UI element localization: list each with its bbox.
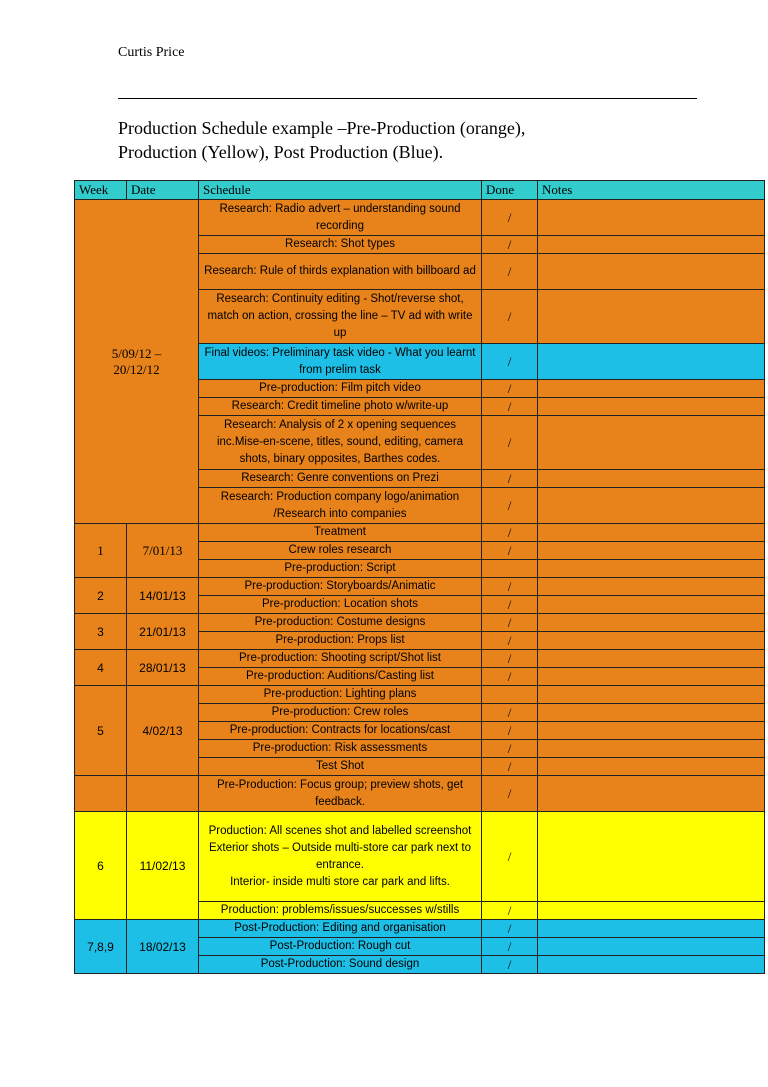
date-range-cell: 5/09/12 – 20/12/12 (75, 200, 199, 524)
notes-cell (538, 776, 765, 812)
week-cell: 2 (75, 578, 127, 614)
done-cell: / (482, 740, 538, 758)
done-cell: / (482, 236, 538, 254)
notes-cell (538, 956, 765, 974)
done-cell: / (482, 956, 538, 974)
done-cell: / (482, 200, 538, 236)
done-cell: / (482, 758, 538, 776)
header-done: Done (482, 181, 538, 200)
schedule-cell: Pre-production: Props list (199, 632, 482, 650)
schedule-cell: Pre-production: Script (199, 560, 482, 578)
notes-cell (538, 254, 765, 290)
notes-cell (538, 524, 765, 542)
done-cell: / (482, 668, 538, 686)
done-cell (482, 560, 538, 578)
schedule-cell: Pre-production: Contracts for locations/cast (199, 722, 482, 740)
date-cell: 4/02/13 (127, 686, 199, 776)
table-header-row (75, 181, 765, 200)
done-cell: / (482, 470, 538, 488)
header-notes: Notes (538, 181, 765, 200)
notes-cell (538, 560, 765, 578)
notes-cell (538, 596, 765, 614)
week-cell: 5 (75, 686, 127, 776)
document-title (118, 116, 718, 164)
table-row (75, 686, 765, 704)
done-cell: / (482, 344, 538, 380)
notes-cell (538, 902, 765, 920)
table-row (75, 776, 765, 812)
schedule-cell: Pre-production: Film pitch video (199, 380, 482, 398)
schedule-cell: Pre-production: Crew roles (199, 704, 482, 722)
done-cell: / (482, 812, 538, 902)
schedule-cell: Pre-production: Risk assessments (199, 740, 482, 758)
schedule-cell: Research: Credit timeline photo w/write-up (199, 398, 482, 416)
schedule-cell: Final videos: Preliminary task video - What you learnt from prelim task (199, 344, 482, 380)
notes-cell (538, 812, 765, 902)
schedule-cell: Research: Genre conventions on Prezi (199, 470, 482, 488)
date-cell: 28/01/13 (127, 650, 199, 686)
schedule-cell: Pre-production: Costume designs (199, 614, 482, 632)
done-cell: / (482, 920, 538, 938)
notes-cell (538, 398, 765, 416)
schedule-cell: Pre-production: Auditions/Casting list (199, 668, 482, 686)
notes-cell (538, 578, 765, 596)
notes-cell (538, 938, 765, 956)
notes-cell (538, 416, 765, 470)
schedule-cell: Pre-production: Shooting script/Shot list (199, 650, 482, 668)
author-name: Curtis Price (118, 45, 185, 60)
date-cell: 18/02/13 (127, 920, 199, 974)
date-cell: 11/02/13 (127, 812, 199, 920)
table-row (75, 578, 765, 596)
done-cell: / (482, 596, 538, 614)
notes-cell (538, 236, 765, 254)
date-cell: 21/01/13 (127, 614, 199, 650)
done-cell: / (482, 488, 538, 524)
notes-cell (538, 470, 765, 488)
notes-cell (538, 632, 765, 650)
schedule-cell: Research: Radio advert – understanding sound recording (199, 200, 482, 236)
notes-cell (538, 686, 765, 704)
schedule-cell: Post-Production: Sound design (199, 956, 482, 974)
schedule-cell: Research: Continuity editing - Shot/reverse shot, match on action, crossing the line – TV ad with write up (199, 290, 482, 344)
notes-cell (538, 668, 765, 686)
done-cell: / (482, 614, 538, 632)
notes-cell (538, 740, 765, 758)
header-schedule: Schedule (199, 181, 482, 200)
done-cell: / (482, 398, 538, 416)
done-cell: / (482, 290, 538, 344)
schedule-cell: Post-Production: Editing and organisation (199, 920, 482, 938)
title-line-2: Production (Yellow), Post Production (Blue). (118, 142, 444, 162)
week-cell: 6 (75, 812, 127, 920)
notes-cell (538, 722, 765, 740)
schedule-cell: Pre-Production: Focus group; preview shots, get feedback. (199, 776, 482, 812)
done-cell: / (482, 938, 538, 956)
done-cell: / (482, 542, 538, 560)
done-cell: / (482, 902, 538, 920)
date-cell: 14/01/13 (127, 578, 199, 614)
table-row (75, 524, 765, 542)
title-line-1: Production Schedule example –Pre-Production (orange), (118, 118, 526, 138)
notes-cell (538, 758, 765, 776)
date-cell (127, 776, 199, 812)
notes-cell (538, 344, 765, 380)
notes-cell (538, 704, 765, 722)
schedule-cell: Research: Rule of thirds explanation with billboard ad (199, 254, 482, 290)
done-cell: / (482, 704, 538, 722)
table-row (75, 614, 765, 632)
notes-cell (538, 920, 765, 938)
header-week: Week (75, 181, 127, 200)
notes-cell (538, 488, 765, 524)
table-row (75, 812, 765, 902)
schedule-cell: Research: Production company logo/animation /Research into companies (199, 488, 482, 524)
week-cell: 1 (75, 524, 127, 578)
done-cell: / (482, 380, 538, 398)
header-date: Date (127, 181, 199, 200)
notes-cell (538, 290, 765, 344)
schedule-table (74, 180, 765, 974)
notes-cell (538, 542, 765, 560)
notes-cell (538, 380, 765, 398)
schedule-cell: Research: Analysis of 2 x opening sequences inc.Mise-en-scene, titles, sound, editing, camera shots, binary opposites, Barthes codes. (199, 416, 482, 470)
schedule-cell: Treatment (199, 524, 482, 542)
schedule-cell: Pre-production: Location shots (199, 596, 482, 614)
week-cell: 4 (75, 650, 127, 686)
schedule-cell: Test Shot (199, 758, 482, 776)
done-cell: / (482, 524, 538, 542)
schedule-cell: Pre-production: Lighting plans (199, 686, 482, 704)
schedule-cell: Crew roles research (199, 542, 482, 560)
schedule-cell: Pre-production: Storyboards/Animatic (199, 578, 482, 596)
table-row (75, 200, 765, 236)
week-cell: 7,8,9 (75, 920, 127, 974)
week-cell: 3 (75, 614, 127, 650)
header-rule (118, 98, 697, 99)
notes-cell (538, 650, 765, 668)
date-cell: 7/01/13 (127, 524, 199, 578)
schedule-cell: Production: problems/issues/successes w/stills (199, 902, 482, 920)
done-cell (482, 686, 538, 704)
week-cell (75, 776, 127, 812)
schedule-cell: Research: Shot types (199, 236, 482, 254)
done-cell: / (482, 578, 538, 596)
done-cell: / (482, 650, 538, 668)
table-row (75, 920, 765, 938)
table-row (75, 650, 765, 668)
done-cell: / (482, 776, 538, 812)
schedule-cell: Production: All scenes shot and labelled screenshot Exterior shots – Outside multi-store car park next to entrance. Interior- inside multi store car park and lifts. (199, 812, 482, 902)
done-cell: / (482, 254, 538, 290)
notes-cell (538, 614, 765, 632)
schedule-cell: Post-Production: Rough cut (199, 938, 482, 956)
done-cell: / (482, 722, 538, 740)
done-cell: / (482, 632, 538, 650)
notes-cell (538, 200, 765, 236)
done-cell: / (482, 416, 538, 470)
